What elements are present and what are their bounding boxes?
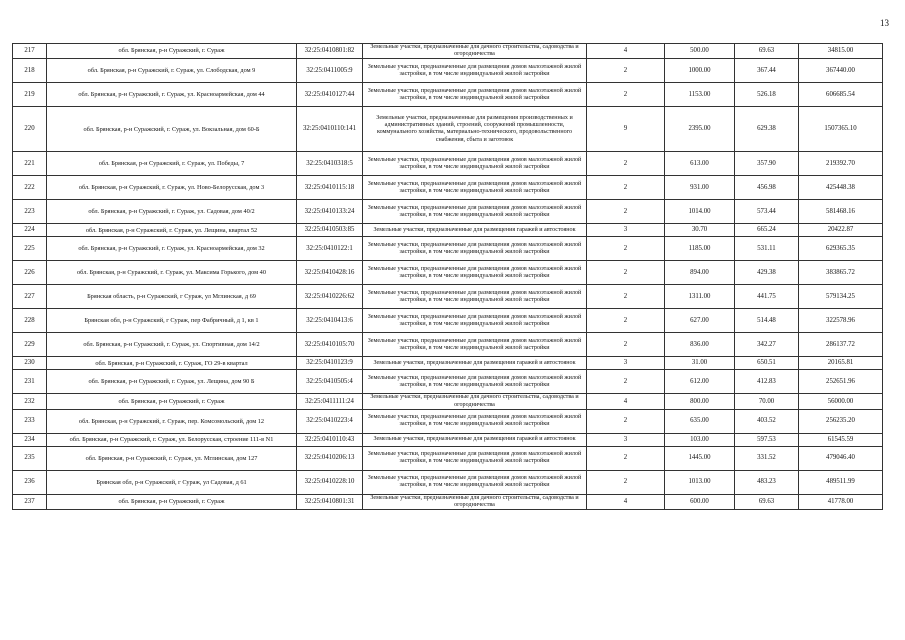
row-number: 219 bbox=[13, 83, 47, 107]
group-cell: 2 bbox=[587, 446, 665, 470]
cadastral-value-cell: 252651.96 bbox=[799, 370, 883, 394]
table-row bbox=[13, 59, 883, 83]
land-use-cell: Земельные участки, предназначенные для дачного строительства, садоводства и огородничества bbox=[363, 494, 587, 509]
cadastral-value-cell: 20165.81 bbox=[799, 357, 883, 370]
specific-value-cell: 665.24 bbox=[735, 224, 799, 237]
row-number: 220 bbox=[13, 107, 47, 152]
group-cell: 2 bbox=[587, 470, 665, 494]
group-cell: 2 bbox=[587, 152, 665, 176]
cadastral-value-cell: 20422.87 bbox=[799, 224, 883, 237]
group-cell: 3 bbox=[587, 357, 665, 370]
cadastral-value-cell: 256235.20 bbox=[799, 409, 883, 433]
group-cell: 2 bbox=[587, 370, 665, 394]
area-cell: 1014.00 bbox=[665, 200, 735, 224]
specific-value-cell: 367.44 bbox=[735, 59, 799, 83]
row-number: 234 bbox=[13, 433, 47, 446]
cadastral-value-cell: 629365.35 bbox=[799, 237, 883, 261]
row-number: 222 bbox=[13, 176, 47, 200]
land-use-cell: Земельные участки, предназначенные для размещения домов малоэтажной жилой застройки, в том числе индивидуальной жилой застройки bbox=[363, 309, 587, 333]
address-cell: Брянская обл, р-н Суражский, г Сураж, пер Фабричный, д 1, кв 1 bbox=[47, 309, 297, 333]
address-cell: обл. Брянская, р-н Суражский, г. Сураж, ул. Белорусская, строение 111-в N1 bbox=[47, 433, 297, 446]
row-number: 218 bbox=[13, 59, 47, 83]
land-use-cell: Земельные участки, предназначенные для размещения гаражей и автостоянок bbox=[363, 224, 587, 237]
specific-value-cell: 629.38 bbox=[735, 107, 799, 152]
specific-value-cell: 429.38 bbox=[735, 261, 799, 285]
group-cell: 2 bbox=[587, 83, 665, 107]
specific-value-cell: 483.23 bbox=[735, 470, 799, 494]
cadastral-number-cell: 32:25:0410226:62 bbox=[297, 285, 363, 309]
table-row bbox=[13, 237, 883, 261]
specific-value-cell: 531.11 bbox=[735, 237, 799, 261]
address-cell: обл. Брянская, р-н Суражский, г. Сураж bbox=[47, 394, 297, 409]
group-cell: 2 bbox=[587, 333, 665, 357]
land-use-cell: Земельные участки, предназначенные для размещения домов малоэтажной жилой застройки, в том числе индивидуальной жилой застройки bbox=[363, 237, 587, 261]
cadastral-value-cell: 286137.72 bbox=[799, 333, 883, 357]
address-cell: обл. Брянская, р-н Суражский, г. Сураж bbox=[47, 44, 297, 59]
area-cell: 613.00 bbox=[665, 152, 735, 176]
cadastral-number-cell: 32:25:0410428:16 bbox=[297, 261, 363, 285]
table-row bbox=[13, 394, 883, 409]
table-row bbox=[13, 433, 883, 446]
group-cell: 3 bbox=[587, 433, 665, 446]
area-cell: 600.00 bbox=[665, 494, 735, 509]
specific-value-cell: 441.75 bbox=[735, 285, 799, 309]
cadastral-value-cell: 489511.99 bbox=[799, 470, 883, 494]
cadastral-number-cell: 32:25:0410105:70 bbox=[297, 333, 363, 357]
address-cell: обл. Брянская, р-н Суражский, г. Сураж, ул. Лещина, дом 90 Б bbox=[47, 370, 297, 394]
land-use-cell: Земельные участки, предназначенные для размещения гаражей и автостоянок bbox=[363, 433, 587, 446]
specific-value-cell: 331.52 bbox=[735, 446, 799, 470]
group-cell: 2 bbox=[587, 59, 665, 83]
cadastral-number-cell: 32:25:0410318:5 bbox=[297, 152, 363, 176]
group-cell: 9 bbox=[587, 107, 665, 152]
group-cell: 4 bbox=[587, 394, 665, 409]
address-cell: обл. Брянская, р-н Суражский, г. Сураж, ул. Красноармейская, дом 32 bbox=[47, 237, 297, 261]
address-cell: обл. Брянская, р-н Суражский, г. Сураж, ул. Слободская, дом 9 bbox=[47, 59, 297, 83]
cadastral-value-cell: 383865.72 bbox=[799, 261, 883, 285]
cadastral-value-cell: 367440.00 bbox=[799, 59, 883, 83]
address-cell: обл. Брянская, р-н Суражский, г. Сураж, ГО 29-в квартал bbox=[47, 357, 297, 370]
cadastral-value-cell: 425448.38 bbox=[799, 176, 883, 200]
area-cell: 612.00 bbox=[665, 370, 735, 394]
row-number: 231 bbox=[13, 370, 47, 394]
group-cell: 4 bbox=[587, 494, 665, 509]
address-cell: обл. Брянская, р-н Суражский, г. Сураж, ул. Победы, 7 bbox=[47, 152, 297, 176]
land-use-cell: Земельные участки, предназначенные для размещения домов малоэтажной жилой застройки, в том числе индивидуальной жилой застройки bbox=[363, 200, 587, 224]
cadastral-number-cell: 32:25:0410122:1 bbox=[297, 237, 363, 261]
specific-value-cell: 526.18 bbox=[735, 83, 799, 107]
group-cell: 2 bbox=[587, 237, 665, 261]
row-number: 236 bbox=[13, 470, 47, 494]
specific-value-cell: 69.63 bbox=[735, 494, 799, 509]
table-row bbox=[13, 470, 883, 494]
row-number: 235 bbox=[13, 446, 47, 470]
area-cell: 836.00 bbox=[665, 333, 735, 357]
table-row bbox=[13, 107, 883, 152]
cadastral-number-cell: 32:25:0410801:31 bbox=[297, 494, 363, 509]
group-cell: 2 bbox=[587, 176, 665, 200]
row-number: 230 bbox=[13, 357, 47, 370]
land-use-cell: Земельные участки, предназначенные для размещения домов малоэтажной жилой застройки, в том числе индивидуальной жилой застройки bbox=[363, 261, 587, 285]
specific-value-cell: 403.52 bbox=[735, 409, 799, 433]
area-cell: 1153.00 bbox=[665, 83, 735, 107]
area-cell: 1013.00 bbox=[665, 470, 735, 494]
cadastral-number-cell: 32:25:0410110:43 bbox=[297, 433, 363, 446]
group-cell: 2 bbox=[587, 309, 665, 333]
area-cell: 1445.00 bbox=[665, 446, 735, 470]
row-number: 232 bbox=[13, 394, 47, 409]
land-use-cell: Земельные участки, предназначенные для размещения домов малоэтажной жилой застройки, в том числе индивидуальной жилой застройки bbox=[363, 285, 587, 309]
table-row bbox=[13, 370, 883, 394]
table-row bbox=[13, 200, 883, 224]
address-cell: обл. Брянская, р-н Суражский, г. Сураж, пер. Комсомольский, дом 12 bbox=[47, 409, 297, 433]
cadastral-number-cell: 32:25:0410413:6 bbox=[297, 309, 363, 333]
specific-value-cell: 357.90 bbox=[735, 152, 799, 176]
area-cell: 30.70 bbox=[665, 224, 735, 237]
address-cell: обл. Брянская, р-н Суражский, г. Сураж, ул. Садовая, дом 40/2 bbox=[47, 200, 297, 224]
address-cell: обл. Брянская, р-н Суражский, г. Сураж, ул. Максима Горького, дом 40 bbox=[47, 261, 297, 285]
table-row bbox=[13, 357, 883, 370]
land-use-cell: Земельные участки, предназначенные для размещения домов малоэтажной жилой застройки, в том числе индивидуальной жилой застройки bbox=[363, 83, 587, 107]
specific-value-cell: 70.00 bbox=[735, 394, 799, 409]
land-use-cell: Земельные участки, предназначенные для размещения домов малоэтажной жилой застройки, в том числе индивидуальной жилой застройки bbox=[363, 446, 587, 470]
table-row bbox=[13, 224, 883, 237]
address-cell: обл. Брянская, р-н Суражский, г. Сураж, ул. Вокзальная, дом 60-Б bbox=[47, 107, 297, 152]
group-cell: 4 bbox=[587, 44, 665, 59]
specific-value-cell: 69.63 bbox=[735, 44, 799, 59]
specific-value-cell: 650.51 bbox=[735, 357, 799, 370]
row-number: 227 bbox=[13, 285, 47, 309]
area-cell: 1311.00 bbox=[665, 285, 735, 309]
land-use-cell: Земельные участки, предназначенные для размещения производственных и административных зданий, строений, сооружений промышленности, коммунального хозяйства, материально-технического, продовольственного снабжения, сбыта и заготовок bbox=[363, 107, 587, 152]
row-number: 237 bbox=[13, 494, 47, 509]
table-row bbox=[13, 261, 883, 285]
area-cell: 800.00 bbox=[665, 394, 735, 409]
area-cell: 1185.00 bbox=[665, 237, 735, 261]
table-row bbox=[13, 409, 883, 433]
area-cell: 931.00 bbox=[665, 176, 735, 200]
row-number: 221 bbox=[13, 152, 47, 176]
land-use-cell: Земельные участки, предназначенные для размещения домов малоэтажной жилой застройки, в том числе индивидуальной жилой застройки bbox=[363, 409, 587, 433]
cadastral-value-cell: 61545.59 bbox=[799, 433, 883, 446]
cadastral-value-cell: 1507365.10 bbox=[799, 107, 883, 152]
area-cell: 1000.00 bbox=[665, 59, 735, 83]
group-cell: 2 bbox=[587, 285, 665, 309]
cadastral-value-cell: 606685.54 bbox=[799, 83, 883, 107]
table-row bbox=[13, 446, 883, 470]
table-row bbox=[13, 152, 883, 176]
page-number: 13 bbox=[880, 18, 889, 28]
group-cell: 2 bbox=[587, 200, 665, 224]
table-row bbox=[13, 176, 883, 200]
row-number: 217 bbox=[13, 44, 47, 59]
table-row bbox=[13, 494, 883, 509]
address-cell: обл. Брянская, р-н Суражский, г. Сураж, ул. Ново-Белорусская, дом 3 bbox=[47, 176, 297, 200]
cadastral-value-cell: 219392.70 bbox=[799, 152, 883, 176]
land-use-cell: Земельные участки, предназначенные для размещения домов малоэтажной жилой застройки, в том числе индивидуальной жилой застройки bbox=[363, 59, 587, 83]
specific-value-cell: 514.48 bbox=[735, 309, 799, 333]
specific-value-cell: 412.83 bbox=[735, 370, 799, 394]
cadastral-value-cell: 56000.00 bbox=[799, 394, 883, 409]
cadastral-number-cell: 32:25:0410115:18 bbox=[297, 176, 363, 200]
cadastral-value-cell: 34815.00 bbox=[799, 44, 883, 59]
land-use-cell: Земельные участки, предназначенные для дачного строительства, садоводства и огородничества bbox=[363, 44, 587, 59]
area-cell: 103.00 bbox=[665, 433, 735, 446]
specific-value-cell: 342.27 bbox=[735, 333, 799, 357]
cadastral-number-cell: 32:25:0411005:9 bbox=[297, 59, 363, 83]
table-row bbox=[13, 83, 883, 107]
specific-value-cell: 573.44 bbox=[735, 200, 799, 224]
table-body bbox=[13, 44, 883, 510]
table-row bbox=[13, 333, 883, 357]
cadastral-number-cell: 32:25:0410206:13 bbox=[297, 446, 363, 470]
land-use-cell: Земельные участки, предназначенные для размещения домов малоэтажной жилой застройки, в том числе индивидуальной жилой застройки bbox=[363, 370, 587, 394]
group-cell: 2 bbox=[587, 261, 665, 285]
land-use-cell: Земельные участки, предназначенные для размещения домов малоэтажной жилой застройки, в том числе индивидуальной жилой застройки bbox=[363, 176, 587, 200]
cadastral-value-cell: 322578.96 bbox=[799, 309, 883, 333]
cadastral-number-cell: 32:25:0410503:85 bbox=[297, 224, 363, 237]
cadastral-value-cell: 41778.00 bbox=[799, 494, 883, 509]
row-number: 229 bbox=[13, 333, 47, 357]
specific-value-cell: 597.53 bbox=[735, 433, 799, 446]
land-use-cell: Земельные участки, предназначенные для размещения домов малоэтажной жилой застройки, в том числе индивидуальной жилой застройки bbox=[363, 152, 587, 176]
area-cell: 31.00 bbox=[665, 357, 735, 370]
address-cell: обл. Брянская, р-н Суражский, г. Сураж, ул. Спортивная, дом 14/2 bbox=[47, 333, 297, 357]
area-cell: 2395.00 bbox=[665, 107, 735, 152]
land-use-cell: Земельные участки, предназначенные для размещения домов малоэтажной жилой застройки, в том числе индивидуальной жилой застройки bbox=[363, 470, 587, 494]
area-cell: 500.00 bbox=[665, 44, 735, 59]
address-cell: обл. Брянская, р-н Суражский, г. Сураж, ул. Мглинская, дом 127 bbox=[47, 446, 297, 470]
row-number: 223 bbox=[13, 200, 47, 224]
land-use-cell: Земельные участки, предназначенные для размещения домов малоэтажной жилой застройки, в том числе индивидуальной жилой застройки bbox=[363, 333, 587, 357]
address-cell: обл. Брянская, р-н Суражский, г. Сураж, ул. Красноармейская, дом 44 bbox=[47, 83, 297, 107]
group-cell: 2 bbox=[587, 409, 665, 433]
cadastral-value-cell: 479046.40 bbox=[799, 446, 883, 470]
land-use-cell: Земельные участки, предназначенные для размещения гаражей и автостоянок bbox=[363, 357, 587, 370]
row-number: 226 bbox=[13, 261, 47, 285]
cadastral-value-table bbox=[12, 43, 883, 510]
cadastral-number-cell: 32:25:0411111:24 bbox=[297, 394, 363, 409]
cadastral-number-cell: 32:25:0410133:24 bbox=[297, 200, 363, 224]
group-cell: 3 bbox=[587, 224, 665, 237]
area-cell: 635.00 bbox=[665, 409, 735, 433]
address-cell: обл. Брянская, р-н Суражский, г. Сураж, ул. Лещина, квартал 52 bbox=[47, 224, 297, 237]
table-row bbox=[13, 44, 883, 59]
table-row bbox=[13, 285, 883, 309]
cadastral-number-cell: 32:25:0410123:9 bbox=[297, 357, 363, 370]
address-cell: Брянская обл, р-н Суражский, г Сураж, ул Садовая, д 61 bbox=[47, 470, 297, 494]
specific-value-cell: 456.98 bbox=[735, 176, 799, 200]
cadastral-number-cell: 32:25:0410801:82 bbox=[297, 44, 363, 59]
row-number: 233 bbox=[13, 409, 47, 433]
address-cell: Брянская область, р-н Суражский, г Сураж, ул Мглинская, д 69 bbox=[47, 285, 297, 309]
row-number: 224 bbox=[13, 224, 47, 237]
cadastral-number-cell: 32:25:0410228:10 bbox=[297, 470, 363, 494]
table-row bbox=[13, 309, 883, 333]
cadastral-number-cell: 32:25:0410110:141 bbox=[297, 107, 363, 152]
row-number: 225 bbox=[13, 237, 47, 261]
address-cell: обл. Брянская, р-н Суражский, г. Сураж bbox=[47, 494, 297, 509]
land-use-cell: Земельные участки, предназначенные для дачного строительства, садоводства и огородничества bbox=[363, 394, 587, 409]
area-cell: 627.00 bbox=[665, 309, 735, 333]
area-cell: 894.00 bbox=[665, 261, 735, 285]
cadastral-value-cell: 579134.25 bbox=[799, 285, 883, 309]
cadastral-value-cell: 581468.16 bbox=[799, 200, 883, 224]
cadastral-number-cell: 32:25:0410127:44 bbox=[297, 83, 363, 107]
cadastral-number-cell: 32:25:0410223:4 bbox=[297, 409, 363, 433]
row-number: 228 bbox=[13, 309, 47, 333]
cadastral-number-cell: 32:25:0410505:4 bbox=[297, 370, 363, 394]
